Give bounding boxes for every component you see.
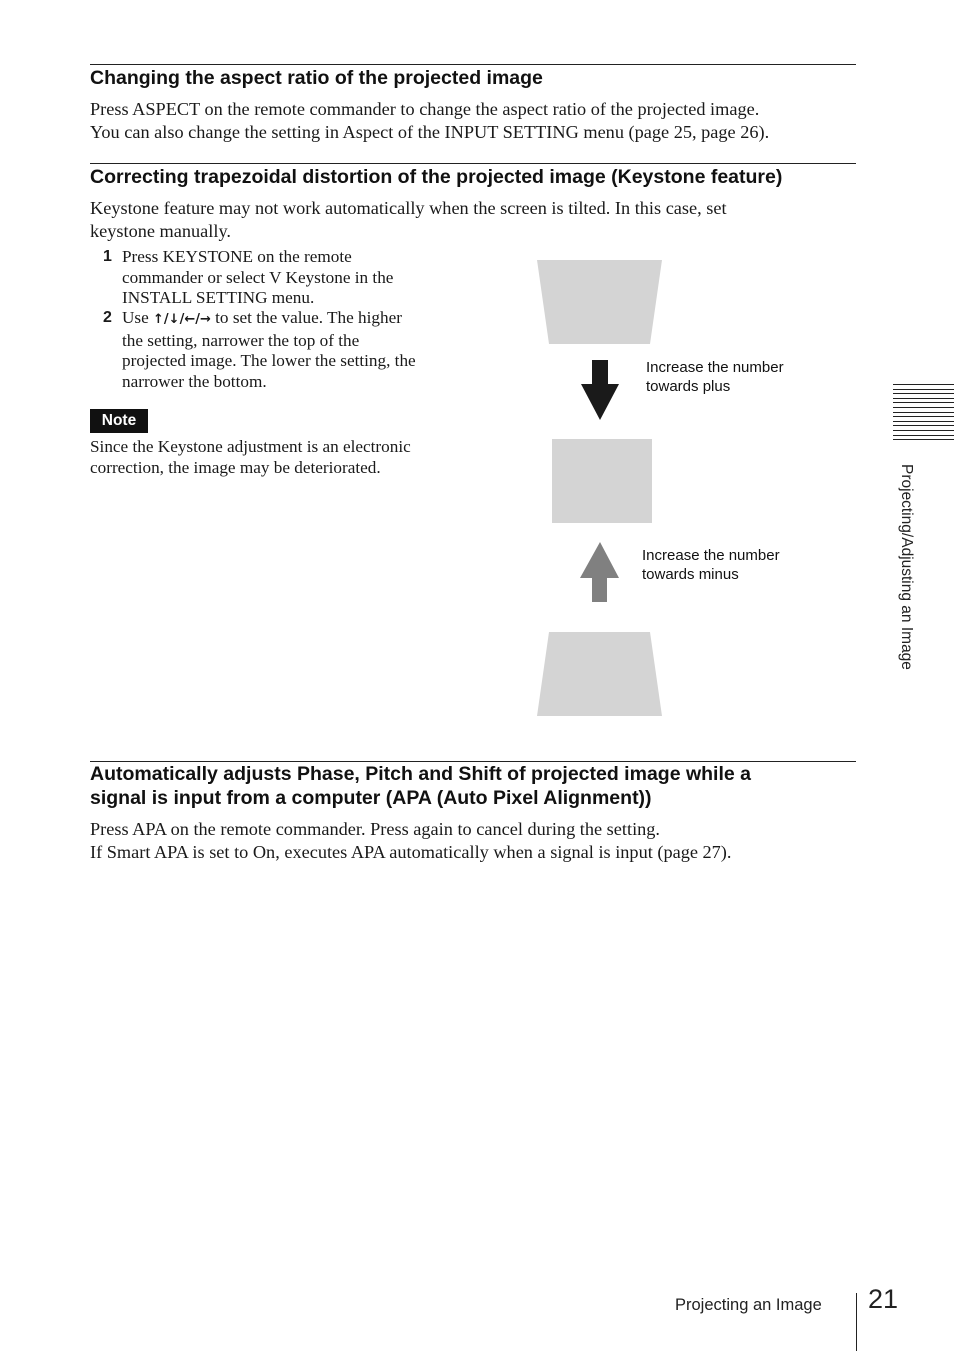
- keystone-diagram: [520, 250, 690, 730]
- step-number: 2: [103, 309, 112, 326]
- label-towards-plus: [646, 358, 784, 396]
- heading-line: Automatically adjusts Phase, Pitch and Shift of projected image while a: [90, 763, 751, 785]
- section-rule: [90, 163, 856, 164]
- note-text: [90, 436, 411, 478]
- text-line: Press APA on the remote commander. Press again to cancel during the setting.: [90, 819, 661, 839]
- text-line: INSTALL SETTING menu.: [122, 288, 315, 307]
- text-line: projected image. The lower the setting, the: [122, 351, 416, 370]
- trapezoid-wide-bottom: [537, 632, 662, 716]
- section-heading-keystone: Correcting trapezoidal distortion of the projected image (Keystone feature): [90, 166, 783, 188]
- text-line: Press ASPECT on the remote commander to change the aspect ratio of the projected image.: [90, 99, 760, 119]
- text-line: commander or select V Keystone in the: [122, 267, 394, 287]
- square-image: [552, 439, 652, 523]
- arrow-keys-icons: ↑/↓/←/→: [153, 312, 211, 327]
- arrow-down-icon: [581, 360, 619, 420]
- keystone-paragraph: [90, 197, 727, 242]
- text-line: towards plus: [646, 378, 731, 395]
- step-text: [122, 308, 416, 392]
- aspect-paragraph: [90, 98, 769, 143]
- text-line: the setting, narrower the top of the: [122, 330, 360, 350]
- text-line: If Smart APA is set to On, executes APA automatically when a signal is input (page 27).: [90, 841, 732, 862]
- section-heading-aspect: Changing the aspect ratio of the projected image: [90, 67, 543, 89]
- text-line: towards minus: [642, 566, 739, 583]
- apa-paragraph: [90, 818, 731, 863]
- arrow-up-icon: [580, 542, 619, 602]
- label-towards-minus: [642, 546, 780, 584]
- text-line: narrower the bottom.: [122, 371, 267, 391]
- side-tab-lines: [893, 384, 954, 444]
- text-line: Since the Keystone adjustment is an electronic: [90, 437, 411, 456]
- step-text: [122, 247, 393, 309]
- text-line: [122, 308, 416, 331]
- heading-line: signal is input from a computer (APA (Auto Pixel Alignment)): [90, 787, 652, 809]
- section-rule: [90, 64, 856, 65]
- text-line: Increase the number: [642, 547, 780, 564]
- step-suffix: to set the value. The higher: [210, 308, 402, 327]
- step-prefix: Use: [122, 308, 154, 327]
- text-line: keystone manually.: [90, 220, 231, 241]
- page-number: 21: [868, 1284, 899, 1314]
- text-line: You can also change the setting in Aspect of the INPUT SETTING menu (page 25, page 26).: [90, 121, 770, 142]
- text-line: correction, the image may be deteriorated.: [90, 458, 381, 477]
- footer-section-title: Projecting an Image: [675, 1296, 822, 1314]
- text-line: Press KEYSTONE on the remote: [122, 247, 352, 266]
- text-line: Keystone feature may not work automatically when the screen is tilted. In this case, set: [90, 198, 727, 218]
- side-tab-label: Projecting/Adjusting an Image: [898, 464, 915, 670]
- footer-divider: [856, 1293, 857, 1351]
- trapezoid-wide-top: [537, 260, 662, 344]
- section-heading-apa: [90, 762, 751, 810]
- step-number: 1: [103, 248, 112, 265]
- text-line: Increase the number: [646, 359, 784, 376]
- note-badge: Note: [90, 409, 148, 433]
